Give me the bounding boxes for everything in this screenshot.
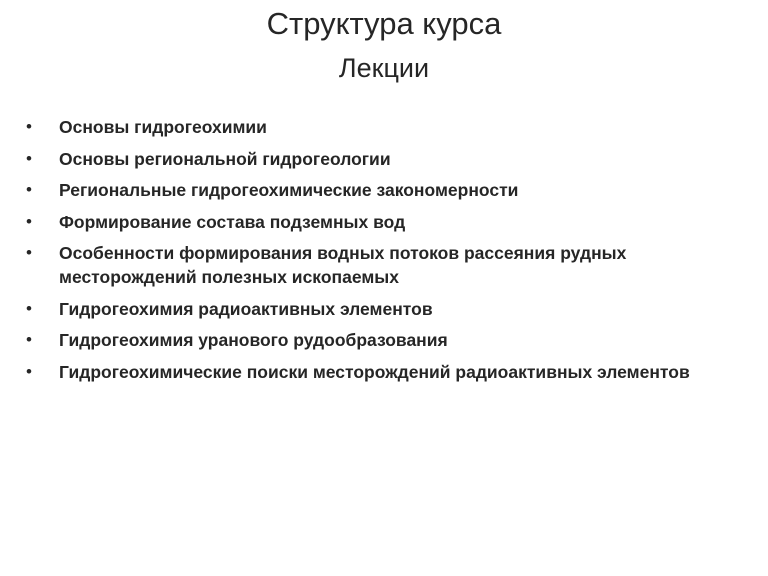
bullet-icon: • — [26, 361, 32, 381]
lecture-title: Гидрогеохимия радиоактивных элементов — [59, 298, 433, 319]
list-item — [26, 178, 746, 202]
slide-title: Структура курса — [266, 6, 502, 41]
lecture-title: Основы региональной гидрогеологии — [59, 148, 391, 169]
lecture-title: Гидрогеохимия уранового рудообразования — [59, 330, 448, 350]
list-item — [26, 360, 746, 384]
lecture-list — [26, 115, 746, 391]
slide-subtitle: Лекции — [338, 53, 430, 83]
list-item — [26, 241, 746, 289]
list-item — [26, 115, 746, 139]
list-item — [26, 147, 746, 171]
bullet-icon: • — [26, 180, 32, 199]
bullet-icon: • — [26, 298, 32, 318]
lecture-title: Особенности формирования водных потоков рассеяния рудных месторождений полезных ископаемых — [59, 243, 627, 287]
bullet-icon: • — [26, 330, 32, 349]
lecture-title: Гидрогеохимические поиски месторождений радиоактивных элементов — [59, 361, 690, 382]
bullet-icon: • — [26, 148, 32, 168]
bullet-icon: • — [26, 243, 32, 262]
list-item — [26, 210, 746, 234]
lecture-title: Формирование состава подземных вод — [59, 211, 406, 232]
bullet-icon: • — [26, 117, 32, 136]
bullet-icon: • — [26, 211, 32, 231]
lecture-title: Основы гидрогеохимии — [59, 117, 267, 137]
list-item — [26, 297, 746, 321]
list-item — [26, 328, 746, 352]
lecture-title: Региональные гидрогеохимические закономерности — [59, 180, 519, 200]
